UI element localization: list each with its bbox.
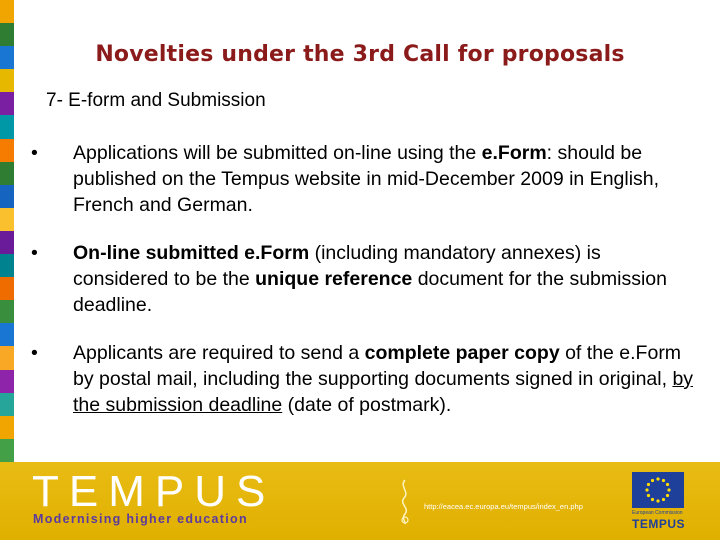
european-commission-logo [632, 472, 688, 534]
bullet-text: document for the submission deadline. [73, 268, 667, 316]
strip-segment [0, 277, 14, 300]
eu-star-icon [651, 498, 654, 501]
bullet-marker: • [31, 142, 38, 164]
eu-star-icon [651, 479, 654, 482]
eu-star-icon [656, 477, 659, 480]
eu-star-icon [662, 498, 665, 501]
bullet-text: Applications will be submitted on-line using the [73, 142, 482, 164]
eu-star-icon [645, 488, 648, 491]
strip-segment [0, 208, 14, 231]
bullet-item [28, 340, 698, 418]
eu-star-icon [667, 488, 670, 491]
strip-segment [0, 416, 14, 439]
bullet-item [28, 140, 698, 218]
ec-label: European Commission [632, 510, 683, 516]
bullet-text-bold: e.Form [481, 142, 547, 164]
strip-segment [0, 69, 14, 92]
bullet-text-bold: complete paper copy [364, 342, 560, 364]
footer-banner [0, 462, 720, 540]
strip-segment [0, 393, 14, 416]
strip-segment [0, 185, 14, 208]
strip-segment [0, 162, 14, 185]
eu-flag-icon [632, 472, 684, 508]
bullet-text: (including mandatory annexes) is considered to be the [73, 242, 601, 290]
eu-star-icon [662, 479, 665, 482]
eu-star-icon [647, 483, 650, 486]
bullet-text: (date of postmark). [282, 394, 452, 416]
strip-segment [0, 92, 14, 115]
ec-programme-name: TEMPUS [632, 517, 686, 531]
bullet-item [28, 240, 698, 318]
strip-segment [0, 370, 14, 393]
eu-star-icon [656, 499, 659, 502]
bullet-marker: • [31, 342, 38, 364]
strip-segment [0, 439, 14, 462]
bullet-marker: • [31, 242, 38, 264]
eu-star-icon [647, 494, 650, 497]
section-subtitle: 7- E-form and Submission [46, 90, 266, 111]
tempus-logo: TEMPUS [32, 467, 276, 516]
slide-title: Novelties under the 3rd Call for proposals [95, 42, 625, 67]
bullet-list [28, 140, 698, 440]
tempus-tagline: Modernising higher education [33, 512, 248, 526]
footer-url-link[interactable]: http://eacea.ec.europa.eu/tempus/index_en.php [424, 502, 583, 511]
bullet-text-bold: unique reference [255, 268, 413, 290]
bullet-text: of the e.Form by postal mail, including the supporting documents signed in original, [73, 342, 682, 390]
decorative-color-strip [0, 0, 14, 462]
bullet-text-bold: On-line submitted e.Form [73, 242, 310, 264]
strip-segment [0, 231, 14, 254]
bullet-text: Applicants are required to send a [73, 342, 365, 364]
eu-star-icon [666, 494, 669, 497]
strip-segment [0, 254, 14, 277]
strip-segment [0, 323, 14, 346]
ornament-icon [396, 476, 414, 526]
bullet-text: : should be published on the Tempus website in mid-December 2009 in English, French and German. [73, 142, 660, 216]
strip-segment [0, 0, 14, 23]
eu-star-icon [666, 483, 669, 486]
strip-segment [0, 346, 14, 369]
strip-segment [0, 139, 14, 162]
strip-segment [0, 300, 14, 323]
strip-segment [0, 115, 14, 138]
bullet-text-underlined: by the submission deadline [73, 368, 694, 416]
